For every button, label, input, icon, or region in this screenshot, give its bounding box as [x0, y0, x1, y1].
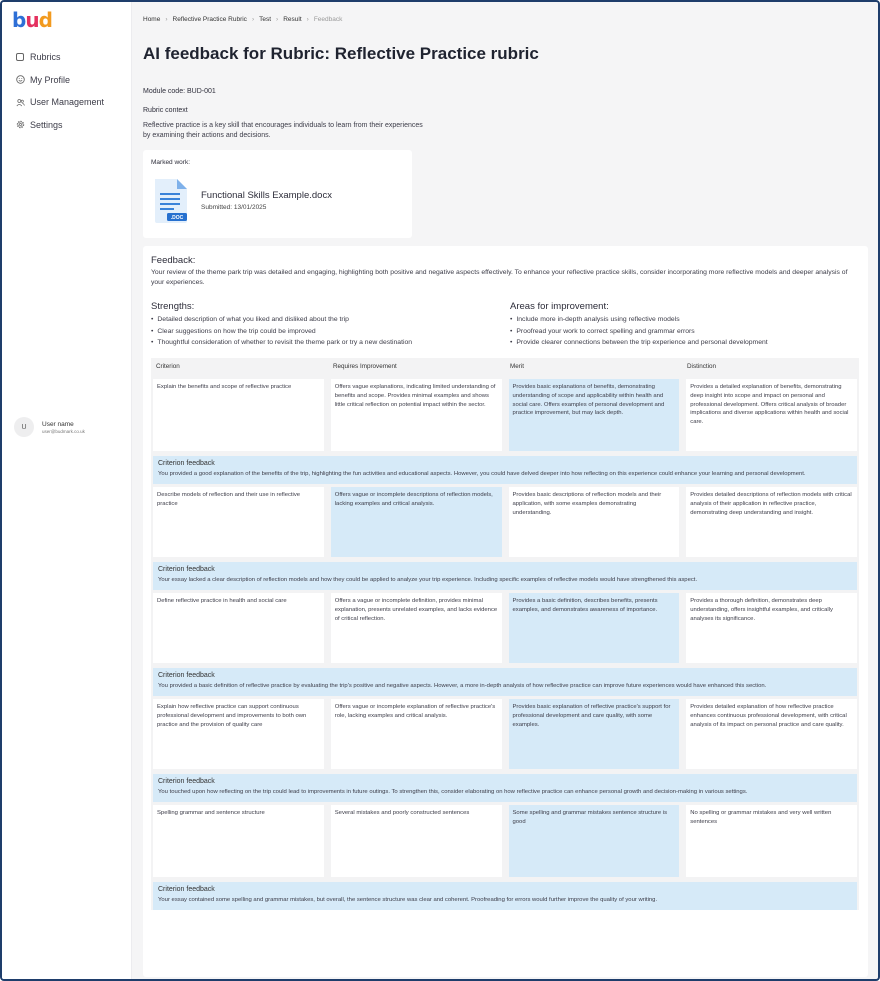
criterion-cell: Define reflective practice in health and social care [153, 593, 324, 663]
col-criterion: Criterion [156, 363, 180, 370]
areas-section [510, 301, 860, 349]
module-code-label: Module code: [143, 88, 186, 95]
table-row [153, 699, 857, 769]
table-row [153, 805, 857, 877]
feedback-heading: Feedback: [151, 255, 196, 266]
rubric-context-heading: Rubric context [143, 107, 188, 114]
list-item: • Provide clearer connections between the trip experience and personal development [510, 337, 860, 349]
rubric-context-text: Reflective practice is a key skill that encourages individuals to learn from their experiences by examining their actions and decisions. [143, 122, 423, 139]
rubric-row-block [151, 376, 859, 484]
avatar: U [14, 417, 34, 437]
rubric-body [151, 376, 859, 910]
page-title: AI feedback for Rubric: Reflective Practice rubric [143, 44, 539, 63]
criterion-feedback [153, 668, 857, 696]
strengths-list [151, 314, 501, 349]
col-requires-improvement: Requires Improvement [333, 363, 397, 370]
feedback-text: Your review of the theme park trip was detailed and engaging, highlighting both positive and negative aspects effectively. To enhance your reflective practice skills, consider incorporating more reflective models and deeper analysis of your experiences. [151, 269, 848, 286]
requires-improvement-cell[interactable]: Offers vague or incomplete descriptions of reflection models, lacking examples and critical analysis. [331, 487, 502, 557]
list-item: • Clear suggestions on how the trip could be improved [151, 326, 501, 338]
rubric-row-block [151, 802, 859, 910]
distinction-cell[interactable]: No spelling or grammar mistakes and very well written sentences [686, 805, 857, 877]
merit-cell[interactable]: Provides basic explanations of benefits, demonstrating understanding of scope and applicability within health and social care. Offers examples of personal development and practice improvement, but may lack depth. [509, 379, 680, 451]
sidebar-item-my-profile[interactable] [15, 69, 104, 92]
merit-cell[interactable]: Provides a basic definition, describes benefits, presents examples, and demonstrates awareness of importance. [509, 593, 680, 663]
requires-improvement-cell[interactable]: Several mistakes and poorly constructed sentences [331, 805, 502, 877]
criterion-feedback-heading: Criterion feedback [158, 778, 215, 785]
distinction-cell[interactable]: Provides a thorough definition, demonstrates deep understanding, offers insightful examples, and critically analyses its significance. [686, 593, 857, 663]
breadcrumb-home[interactable]: Home [143, 16, 161, 23]
sidebar-item-rubrics[interactable] [15, 46, 104, 69]
module-code [143, 88, 216, 95]
criterion-feedback-text: Your essay contained some spelling and grammar mistakes, but overall, the sentence structure was clear and coherent. Proofreading for errors would further improve the quality of your writing. [158, 897, 658, 903]
chevron-right-icon: › [165, 16, 168, 23]
criterion-feedback-heading: Criterion feedback [158, 566, 215, 573]
file-name[interactable]: Functional Skills Example.docx [201, 190, 332, 201]
rubric-row-block [151, 484, 859, 590]
sidebar [2, 2, 132, 981]
breadcrumb-test[interactable]: Test [259, 16, 272, 23]
smile-icon [15, 75, 25, 85]
sidebar-item-settings[interactable] [15, 114, 104, 137]
requires-improvement-cell[interactable]: Offers vague or incomplete explanation of reflective practice's role, lacking examples and critical analysis. [331, 699, 502, 769]
svg-text:.DOC: .DOC [170, 215, 184, 221]
areas-heading: Areas for improvement: [510, 301, 609, 312]
criterion-feedback-text: You provided a good explanation of the benefits of the trip, highlighting the fun activities and educational aspects. However, you could have delved deeper into how reflecting on this experience could enhance your learning and personal development. [158, 471, 806, 477]
breadcrumb-result[interactable]: Result [283, 16, 302, 23]
distinction-cell[interactable]: Provides detailed explanation of how reflective practice enhances continuous professional development, with critical analysis of its impact on personal practice and care quality. [686, 699, 857, 769]
rubric-header [151, 358, 859, 376]
requires-improvement-cell[interactable]: Offers a vague or incomplete definition, provides minimal explanation, presents unrelated examples, and lacks evidence of critical reflection. [331, 593, 502, 663]
table-row [153, 593, 857, 663]
strengths-heading: Strengths: [151, 301, 195, 312]
criterion-feedback [153, 774, 857, 802]
grid-icon [15, 52, 25, 62]
user-name: User name [42, 420, 74, 428]
rubric-table [151, 358, 859, 910]
list-item: • Proofread your work to correct spelling and grammar errors [510, 326, 860, 338]
strengths-section [151, 301, 501, 349]
merit-cell[interactable]: Provides basic descriptions of reflection models and their application, with some examples demonstrating understanding. [509, 487, 680, 557]
col-merit: Merit [510, 363, 524, 370]
sidebar-item-label: Settings [30, 119, 63, 130]
distinction-cell[interactable]: Provides a detailed explanation of benefits, demonstrating deep insight into scope and impact on personal and professional development. Offers critical analysis of broader implications and diverse applications within health and social care. [686, 379, 857, 451]
list-item: • Detailed description of what you liked and disliked about the trip [151, 314, 501, 326]
marked-work-card [143, 150, 412, 238]
criterion-cell: Explain how reflective practice can support continuous professional development and improvements to both own practice and the provision of quality care [153, 699, 324, 769]
merit-cell[interactable]: Provides basic explanation of reflective practice's support for professional development and care quality, with some examples. [509, 699, 680, 769]
sidebar-item-label: Rubrics [30, 52, 61, 63]
distinction-cell[interactable]: Provides detailed descriptions of reflection models with critical analysis of their application in reflective practice, demonstrating deep understanding and insight. [686, 487, 857, 557]
feedback-panel [143, 246, 868, 977]
criterion-feedback [153, 562, 857, 590]
bud-logo[interactable]: bud [12, 8, 52, 32]
criterion-feedback-heading: Criterion feedback [158, 886, 215, 893]
merit-cell[interactable]: Some spelling and grammar mistakes sentence structure is good [509, 805, 680, 877]
table-row [153, 487, 857, 557]
sidebar-item-user-management[interactable] [15, 91, 104, 114]
rubric-row-block [151, 590, 859, 696]
marked-work-heading: Marked work: [151, 159, 191, 166]
sidebar-nav [15, 46, 104, 136]
criterion-feedback [153, 456, 857, 484]
criterion-feedback-heading: Criterion feedback [158, 672, 215, 679]
user-email: user@budmark.co.uk [42, 428, 85, 434]
submitted-date: Submitted: 13/01/2025 [201, 204, 267, 211]
criterion-feedback-heading: Criterion feedback [158, 460, 215, 467]
users-icon [15, 97, 25, 107]
table-row [153, 379, 857, 451]
areas-list [510, 314, 860, 349]
sidebar-item-label: My Profile [30, 74, 71, 85]
chevron-right-icon: › [276, 16, 279, 23]
user-menu[interactable] [14, 417, 85, 437]
criterion-cell: Explain the benefits and scope of reflective practice [153, 379, 324, 451]
requires-improvement-cell[interactable]: Offers vague explanations, indicating limited understanding of benefits and scope. Provides minimal examples and shows little critical reflection on potential impact within the sector. [331, 379, 502, 451]
sidebar-item-label: User Management [30, 97, 105, 108]
rubric-row-block [151, 696, 859, 802]
criterion-feedback-text: You provided a basic definition of reflective practice by evaluating the trip's positive and negative aspects. However, a more in-depth analysis of how reflective practice can improve future experiences would have enhanced this section. [158, 683, 767, 689]
breadcrumb-rubric[interactable]: Reflective Practice Rubric [172, 16, 247, 23]
chevron-right-icon: › [251, 16, 255, 23]
breadcrumb [143, 16, 342, 23]
col-distinction: Distinction [687, 363, 717, 370]
breadcrumb-current: Feedback [313, 16, 343, 23]
list-item: • Thoughtful consideration of whether to revisit the theme park or try a new destination [151, 337, 501, 349]
criterion-feedback [153, 882, 857, 910]
doc-file-icon[interactable] [151, 177, 191, 225]
chevron-right-icon: › [306, 16, 309, 23]
criterion-feedback-text: Your essay lacked a clear description of reflection models and how they could be applied to analyze your trip experience. Including specific examples of reflective models would have strengthened this aspect. [158, 577, 698, 583]
module-code-value: BUD-001 [186, 88, 216, 95]
list-item: • Include more in-depth analysis using reflective models [510, 314, 860, 326]
criterion-feedback-text: You touched upon how reflecting on the trip could lead to improvements in future outings. To strengthen this, consider elaborating on how reflective practice can enhance personal growth and decision-making in various settings. [158, 789, 748, 795]
criterion-cell: Spelling grammar and sentence structure [153, 805, 324, 877]
gear-icon [15, 120, 25, 130]
criterion-cell: Describe models of reflection and their use in reflective practice [153, 487, 324, 557]
